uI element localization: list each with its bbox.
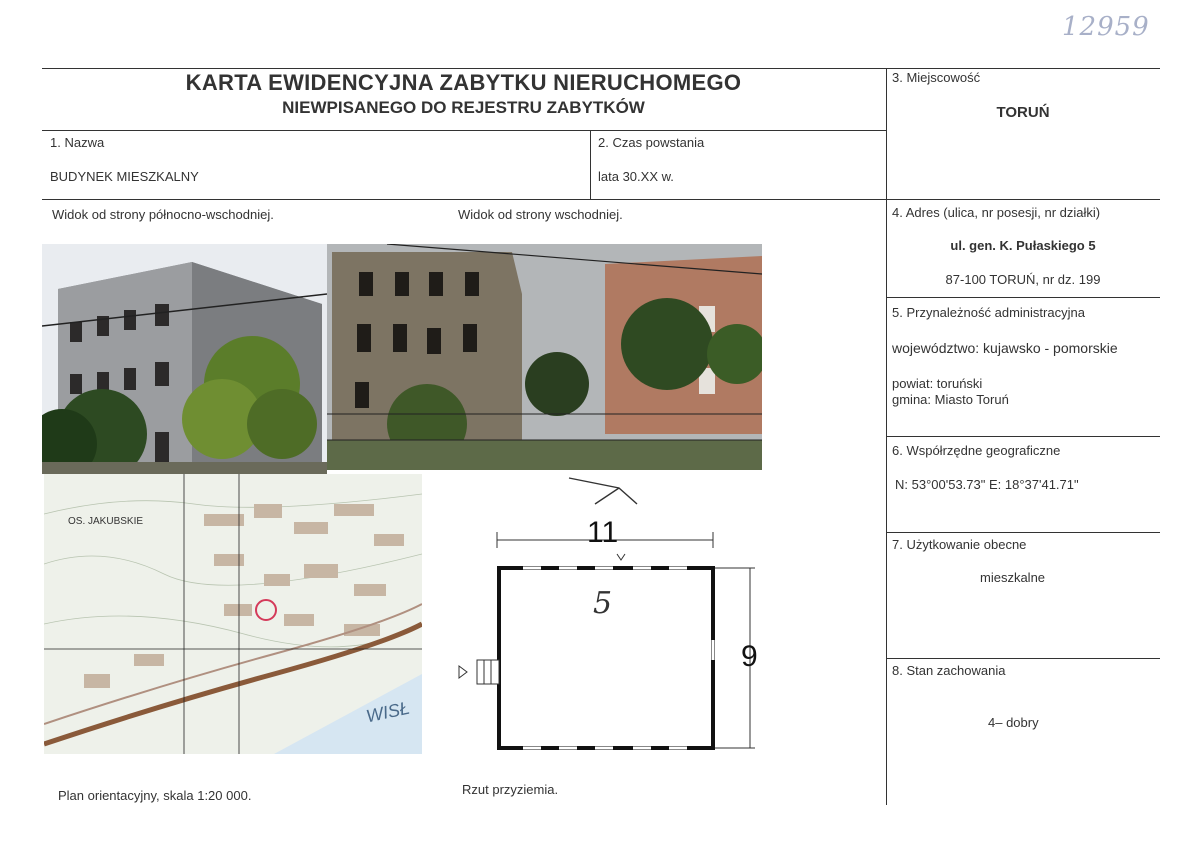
admin-county: powiat: toruński — [892, 376, 983, 391]
map-caption: Plan orientacyjny, skala 1:20 000. — [58, 788, 252, 803]
admin-voivodeship: województwo: kujawsko - pomorskie — [892, 340, 1118, 356]
map-district-label: OS. JAKUBSKIE — [68, 516, 144, 527]
title-bottom-line — [42, 130, 886, 131]
place-value: TORUŃ — [996, 104, 1050, 121]
plan-room-number: 5 — [593, 586, 613, 621]
admin-commune: gmina: Miasto Toruń — [892, 392, 1009, 407]
condition-value: 4– dobry — [988, 715, 1039, 730]
place-label: 3. Miejscowość — [892, 70, 981, 85]
card-title: KARTA EWIDENCYJNA ZABYTKU NIERUCHOMEGO — [185, 70, 742, 95]
coords-value: N: 53°00'53.73" E: 18°37'41.71" — [895, 477, 1079, 492]
coords-bottom-line — [886, 532, 1160, 533]
handwritten-number: 12959 — [1062, 12, 1150, 42]
plan-height-dimension: 9 — [741, 640, 758, 673]
address-postal: 87-100 TORUŃ, nr dz. 199 — [945, 272, 1101, 287]
usage-label: 7. Użytkowanie obecne — [892, 537, 1027, 552]
name-label: 1. Nazwa — [50, 135, 105, 150]
plan-width-dimension: 11 — [587, 516, 619, 549]
photo-e-caption: Widok od strony wschodniej. — [458, 207, 623, 222]
condition-label: 8. Stan zachowania — [892, 663, 1006, 678]
usage-bottom-line — [886, 658, 1160, 659]
time-label: 2. Czas powstania — [598, 135, 705, 150]
admin-label: 5. Przynależność administracyjna — [892, 305, 1085, 320]
coords-label: 6. Współrzędne geograficzne — [892, 443, 1061, 458]
floor-plan — [455, 516, 775, 760]
name-time-divider — [590, 130, 591, 200]
name-value: BUDYNEK MIESZKALNY — [50, 169, 199, 184]
map-river-label: WISŁ — [364, 697, 412, 727]
address-street: ul. gen. K. Pułaskiego 5 — [950, 238, 1096, 253]
address-label: 4. Adres (ulica, nr posesji, nr działki) — [892, 205, 1101, 220]
plan-caption: Rzut przyziemia. — [462, 782, 559, 797]
frame-top-line — [42, 68, 1160, 69]
admin-bottom-line — [886, 436, 1160, 437]
time-value: lata 30.XX w. — [598, 169, 674, 184]
north-arrow-icon — [565, 474, 645, 510]
photo-east-view — [327, 244, 762, 470]
address-bottom-line — [886, 297, 1160, 298]
photo-ne-caption: Widok od strony północno-wschodniej. — [52, 207, 274, 222]
photo-northeast-view — [42, 244, 327, 474]
usage-value: mieszkalne — [980, 570, 1046, 585]
card-subtitle: NIEWPISANEGO DO REJESTRU ZABYTKÓW — [282, 98, 645, 117]
orientation-map — [44, 474, 422, 754]
fields-bottom-line — [42, 199, 1160, 200]
